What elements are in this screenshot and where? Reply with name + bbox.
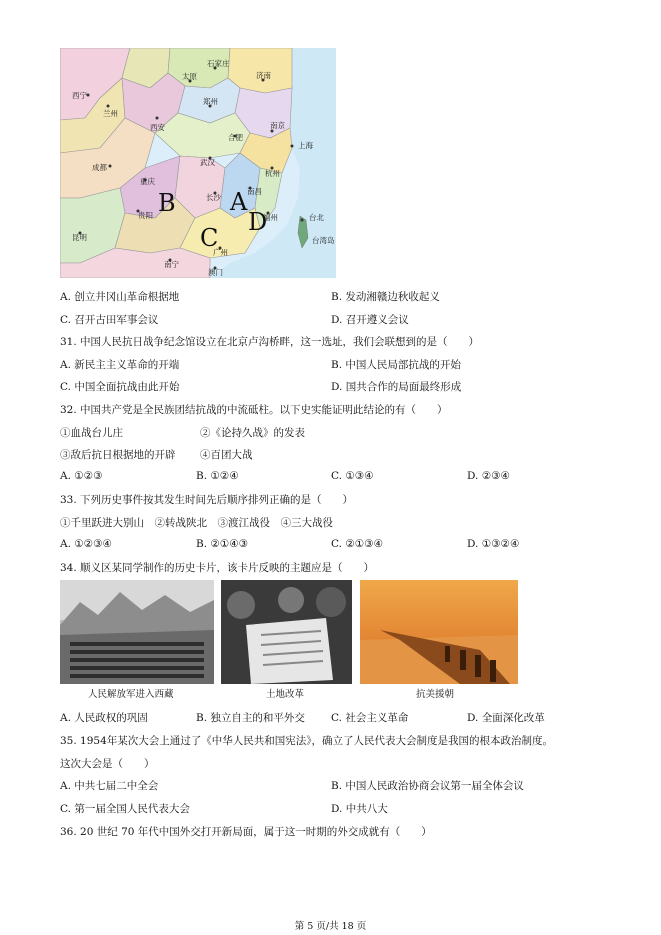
q33-option-a: A. ①②③④ <box>60 538 112 550</box>
map-label-xian: 西安 <box>150 123 165 132</box>
map-label-lanzhou: 兰州 <box>103 109 118 118</box>
q34-option-d: D. 全面深化改革 <box>467 712 545 724</box>
map-label-xining: 西宁 <box>72 91 87 100</box>
map-letter-c: C <box>200 224 219 252</box>
q35-stem-line2: 这次大会是（ ） <box>60 758 155 770</box>
q31-stem: 31. 中国人民抗日战争纪念馆设立在北京卢沟桥畔，这一选址，我们会联想到的是（ ） <box>60 336 480 348</box>
map-label-guiyang: 贵阳 <box>138 211 153 220</box>
photo-caption-tibet: 人民解放军进入西藏 <box>88 689 174 700</box>
q31-option-c: C. 中国全面抗战由此开始 <box>60 381 180 393</box>
map-label-nanning: 南宁 <box>164 260 179 269</box>
q35-option-b: B. 中国人民政治协商会议第一届全体会议 <box>331 780 524 792</box>
q32-item-4: ④百团大战 <box>200 449 253 461</box>
map-svg <box>60 48 336 278</box>
map-label-wuhan: 武汉 <box>200 158 215 167</box>
q32-option-c: C. ①③④ <box>331 470 374 482</box>
map-label-fuzhou: 福州 <box>263 213 278 222</box>
q32-item-3: ③敌后抗日根据地的开辟 <box>60 449 176 461</box>
map-label-chongqing: 重庆 <box>140 177 155 186</box>
q33-stem: 33. 下列历史事件按其发生时间先后顺序排列正确的是（ ） <box>60 494 354 506</box>
q31-option-d: D. 国共合作的局面最终形成 <box>331 381 462 393</box>
photo-caption-land-reform: 土地改革 <box>266 689 305 700</box>
map-label-taibei: 台北 <box>309 213 324 222</box>
china-revolution-map <box>60 48 336 278</box>
q31-option-a: A. 新民主主义革命的开端 <box>60 359 180 371</box>
q30-option-b: B. 发动湘赣边秋收起义 <box>331 291 440 303</box>
q30-option-d: D. 召开遵义会议 <box>331 314 409 326</box>
map-label-taiwan: 台湾岛 <box>312 236 335 245</box>
map-label-hangzhou: 杭州 <box>265 169 280 178</box>
map-label-nanchang: 南昌 <box>247 187 262 196</box>
q34-option-c: C. 社会主义革命 <box>331 712 409 724</box>
q30-option-c: C. 召开古田军事会议 <box>60 314 159 326</box>
q32-option-d: D. ②③④ <box>467 470 510 482</box>
map-label-jinan: 济南 <box>256 71 271 80</box>
map-label-chengdu: 成都 <box>92 163 107 172</box>
q33-items: ①千里跃进大别山 ②转战陕北 ③渡江战役 ④三大战役 <box>60 517 333 529</box>
q32-item-2: ②《论持久战》的发表 <box>200 427 305 439</box>
photo-tibet <box>60 580 214 684</box>
photo-korea-war <box>360 580 518 684</box>
page-footer: 第 5 页/共 18 页 <box>294 921 367 932</box>
photo-land-reform <box>221 580 352 684</box>
q32-option-a: A. ①②③ <box>60 470 103 482</box>
map-label-hefei: 合肥 <box>228 133 243 142</box>
q35-option-d: D. 中共八大 <box>331 803 388 815</box>
map-label-zhengzhou: 郑州 <box>203 97 218 106</box>
map-label-changsha: 长沙 <box>206 193 221 202</box>
q33-option-b: B. ②①④③ <box>196 538 249 550</box>
q34-option-b: B. 独立自主的和平外交 <box>196 712 305 724</box>
map-label-shijiazhuang: 石家庄 <box>207 59 230 68</box>
map-label-taiyuan: 太原 <box>182 72 197 81</box>
map-letter-d: D <box>248 208 268 236</box>
q32-item-1: ①血战台儿庄 <box>60 427 123 439</box>
q30-option-a: A. 创立井冈山革命根据地 <box>60 291 180 303</box>
map-label-kunming: 昆明 <box>72 233 87 242</box>
map-label-shanghai: 上海 <box>298 141 313 150</box>
q35-option-a: A. 中共七届二中全会 <box>60 780 159 792</box>
q33-option-c: C. ②①③④ <box>331 538 383 550</box>
map-label-aomen: 澳门 <box>208 268 223 277</box>
q34-stem: 34. 顺义区某同学制作的历史卡片，该卡片反映的主题应是（ ） <box>60 562 375 574</box>
q32-stem: 32. 中国共产党是全民族团结抗战的中流砥柱。以下史实能证明此结论的有（ ） <box>60 404 448 416</box>
photo-caption-korea-war: 抗美援朝 <box>416 689 455 700</box>
map-label-nanjing: 南京 <box>270 121 285 130</box>
map-letter-b: B <box>158 189 176 217</box>
q33-option-d: D. ①③②④ <box>467 538 520 550</box>
map-letter-a: A <box>230 188 248 216</box>
q31-option-b: B. 中国人民局部抗战的开始 <box>331 359 461 371</box>
q35-option-c: C. 第一届全国人民代表大会 <box>60 803 190 815</box>
q35-stem-line1: 35. 1954年某次大会上通过了《中华人民共和国宪法》，确立了人民代表大会制度是我国的根本政治制度。 <box>60 735 554 747</box>
q36-stem: 36. 20 世纪 70 年代中国外交打开新局面，属于这一时期的外交成就有（ ） <box>60 826 432 838</box>
q34-option-a: A. 人民政权的巩固 <box>60 712 148 724</box>
map-label-guangzhou: 广州 <box>213 248 228 257</box>
q32-option-b: B. ①②④ <box>196 470 239 482</box>
